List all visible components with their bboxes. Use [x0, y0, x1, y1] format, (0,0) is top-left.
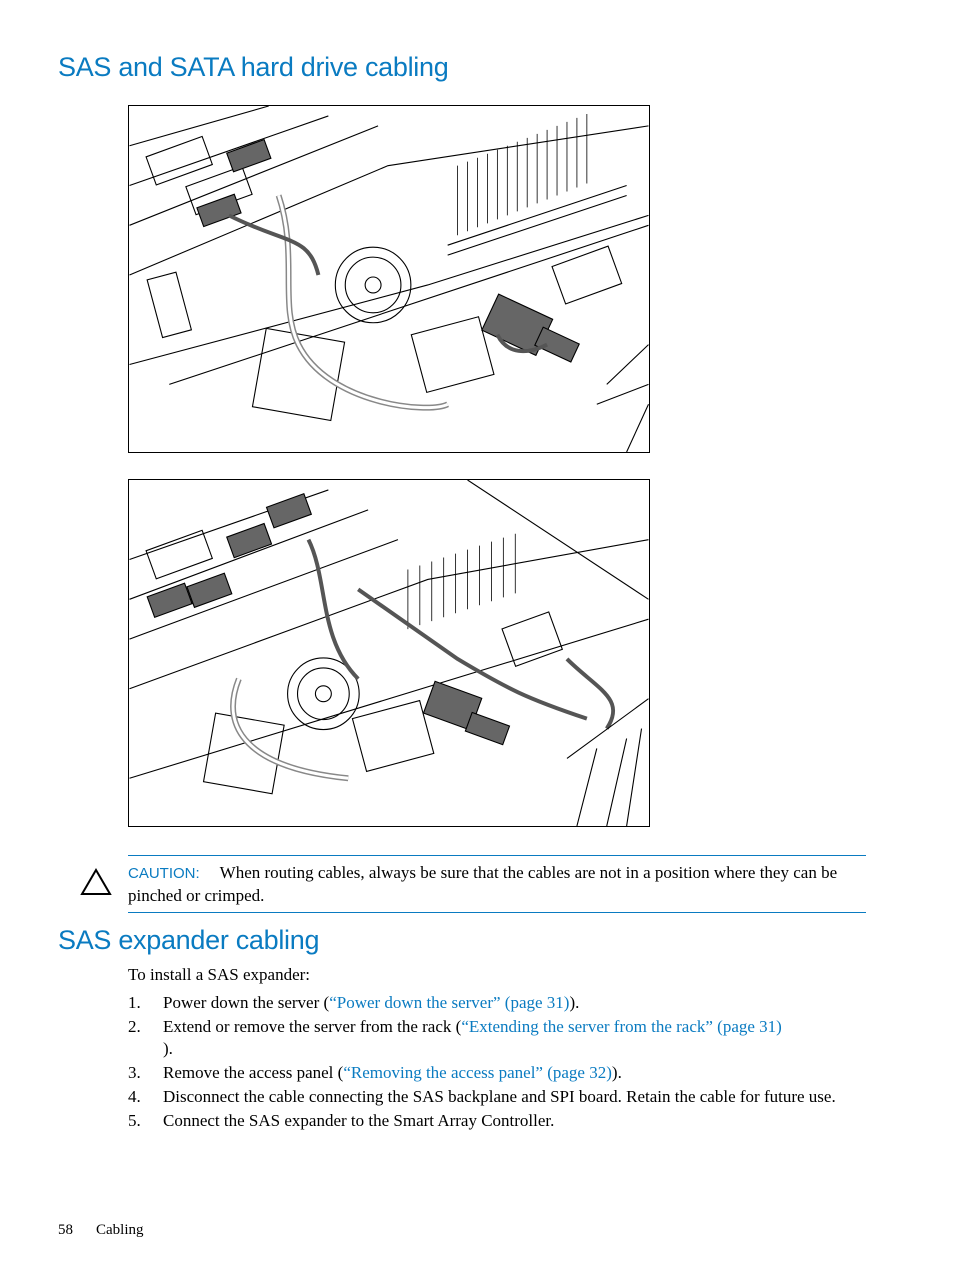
step-text-end: ).	[611, 1063, 622, 1082]
server-cabling-illustration	[129, 106, 649, 452]
list-item	[128, 1086, 868, 1108]
list-item	[128, 1062, 868, 1084]
step-text: Disconnect the cable connecting the SAS backplane and SPI board. Retain the cable for future use.	[163, 1087, 836, 1106]
step-number: 4.	[128, 1087, 141, 1106]
steps-list	[128, 992, 868, 1134]
list-item	[128, 1016, 868, 1060]
caution-body: When routing cables, always be sure that the cables are not in a position where they can be pinched or crimped.	[128, 863, 838, 905]
section-title-sas-sata: SAS and SATA hard drive cabling	[58, 52, 449, 82]
section-title-sas-expander: SAS expander cabling	[58, 925, 320, 955]
step-text: Remove the access panel (	[163, 1063, 344, 1082]
intro-text: To install a SAS expander:	[128, 965, 311, 984]
xref-link[interactable]: “Power down the server” (page 31)	[329, 993, 570, 1012]
step-text-end: ).	[569, 993, 580, 1012]
caution-bottom-rule	[128, 912, 866, 913]
step-text: Connect the SAS expander to the Smart Array Controller.	[163, 1111, 555, 1130]
list-item	[128, 992, 868, 1014]
footer-section: Cabling	[96, 1222, 144, 1238]
server-cabling-figure-top	[128, 105, 650, 453]
xref-link[interactable]: “Removing the access panel” (page 32)	[343, 1063, 612, 1082]
caution-note	[128, 862, 868, 907]
step-text-end: ).	[163, 1039, 173, 1058]
step-number: 5.	[128, 1111, 141, 1130]
caution-label: CAUTION:	[128, 865, 200, 882]
step-text: Extend or remove the server from the rack (	[163, 1017, 462, 1036]
list-item	[128, 1110, 868, 1132]
server-cabling-figure-bottom	[128, 479, 650, 827]
step-text: Power down the server (	[163, 993, 330, 1012]
xref-link[interactable]: “Extending the server from the rack” (page 31)	[461, 1017, 782, 1036]
step-number: 3.	[128, 1063, 141, 1082]
server-cabling-illustration-2	[129, 480, 649, 826]
step-number: 1.	[128, 993, 141, 1012]
step-number: 2.	[128, 1017, 141, 1036]
warning-triangle-icon	[80, 868, 112, 896]
caution-top-rule	[128, 855, 866, 856]
page-number: 58	[58, 1222, 73, 1238]
